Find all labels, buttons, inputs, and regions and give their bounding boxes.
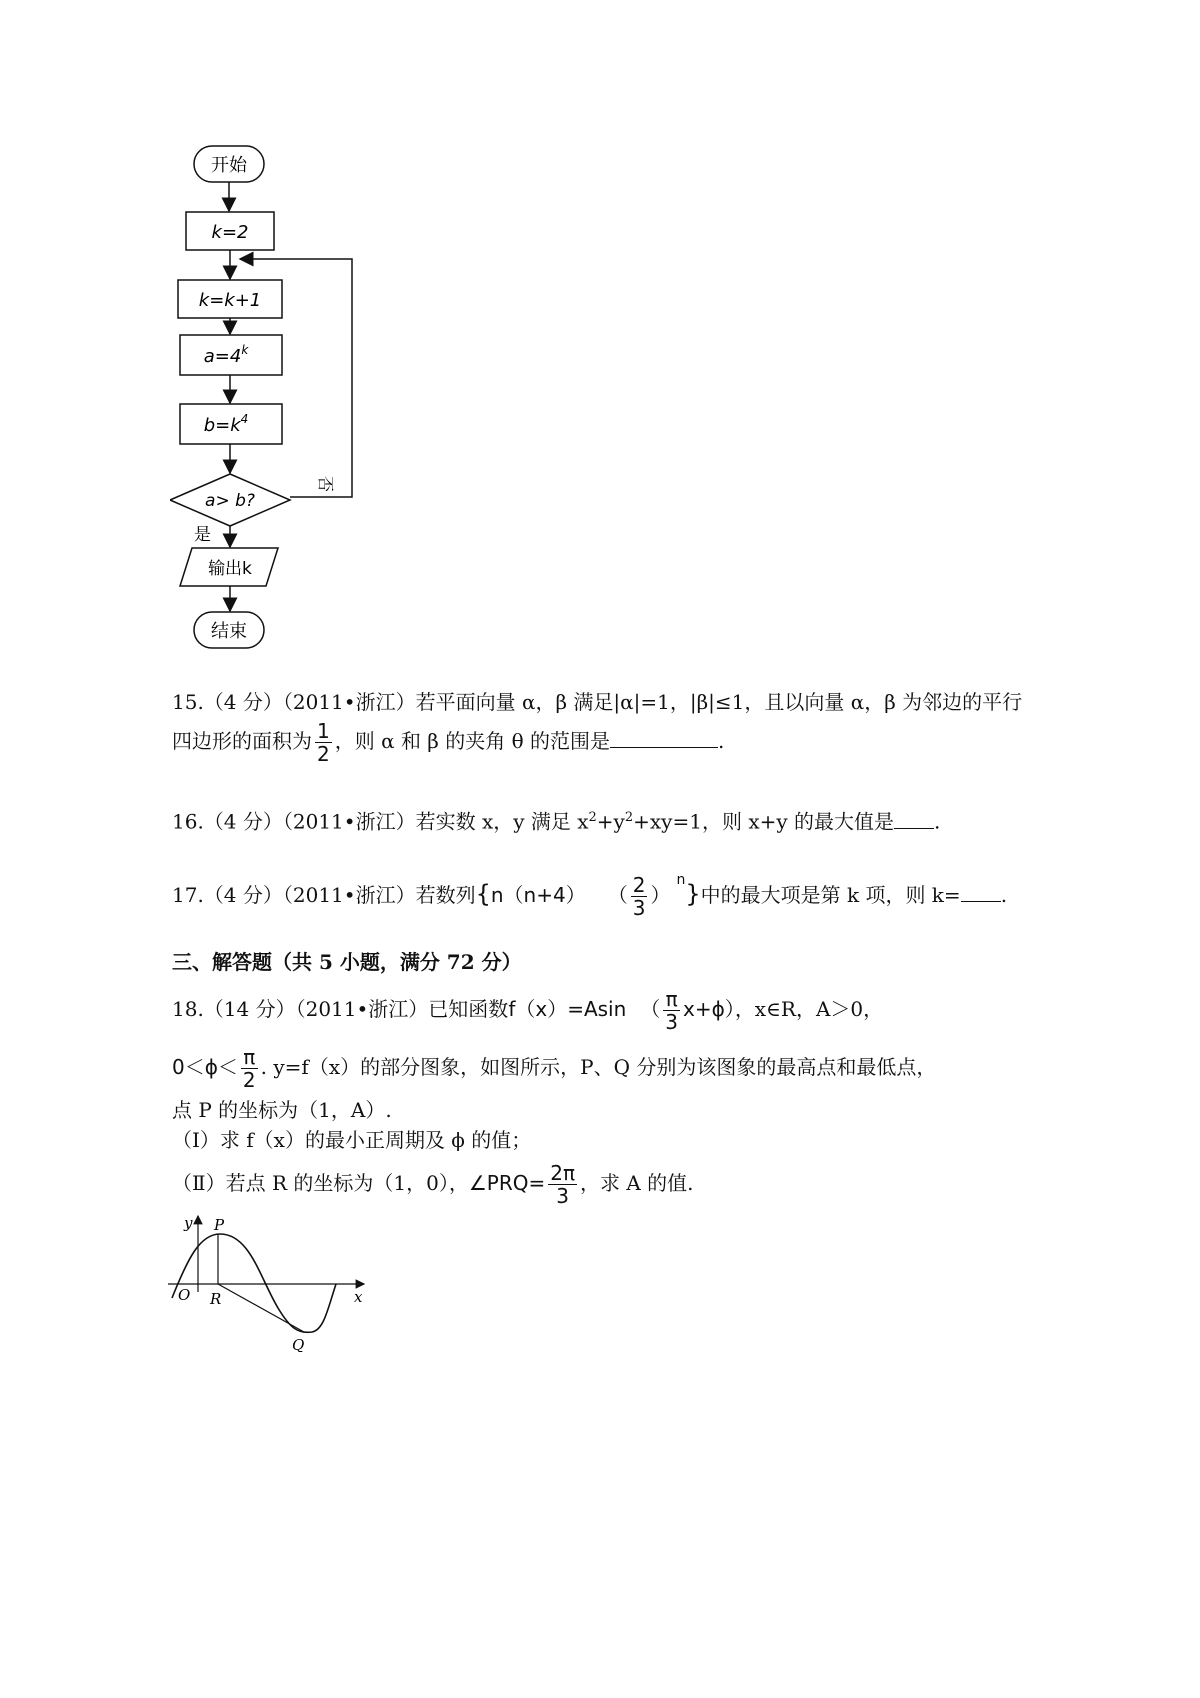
origin-label: O (178, 1286, 191, 1304)
init-label: k=2 (211, 222, 249, 243)
q-label: Q (292, 1336, 305, 1352)
flowchart (170, 140, 370, 664)
condition-label: a> b? (205, 491, 255, 511)
q18-line1: 18.（14 分）（2011•浙江）已知函数f（x）=Asin （ $\frac{\pi}{3}$ x+ϕ），x∈R，A＞0， (172, 987, 884, 1034)
q18-fraction-2pi3: $\frac{2\pi}{3}$ (550, 1161, 575, 1208)
q18-fraction-pi2: $\frac{\pi}{2}$ (242, 1045, 256, 1092)
q18-fraction-pi3: $\frac{\pi}{3}$ (665, 987, 679, 1034)
sine-graph (168, 1212, 378, 1356)
x-label: x (354, 1288, 363, 1306)
yes-label: 是 (194, 525, 211, 545)
graph-svg (168, 1212, 378, 1352)
end-label: 结束 (211, 621, 247, 642)
q15-answer-blank[interactable] (610, 725, 718, 748)
q16-line: 16.（4 分）（2011•浙江）若实数 x，y 满足 $x^2+y^2+xy=1$，则 x+y 的最大值是 . (172, 802, 940, 838)
q17-answer-blank[interactable] (961, 879, 1001, 902)
q15-prefix: 四边形的面积为 (172, 729, 312, 753)
no-label: 否 (316, 476, 335, 493)
increment-label: k=k+1 (198, 290, 262, 311)
q15-line2: 四边形的面积为 $\frac{1}{2}$ ，则 α 和 β 的夹角 θ 的范围是 . (172, 719, 725, 766)
q15-suffix: ，则 α 和 β 的夹角 θ 的范围是 (334, 729, 610, 753)
output-label: 输出k (208, 559, 252, 579)
q18-part2: （Ⅱ）若点 R 的坐标为（1，0），∠PRQ= $\frac{2\pi}{3}$ ，求 A 的值. (172, 1161, 694, 1208)
q15-fraction: $\frac{1}{2}$ (317, 719, 330, 766)
q17-line: 17.（4 分）（2011•浙江）若数列{n（n+4） （ $\frac{2}{3}$ ）$^n$}中的最大项是第 k 项，则 k= . (172, 872, 1008, 920)
q15-line1: 15.（4 分）（2011•浙江）若平面向量 α，β 满足|α|=1，|β|≤1，且以向量 α，β 为邻边的平行 (172, 690, 1023, 714)
q17-fraction: $\frac{2}{3}$ (632, 873, 646, 920)
r-label: R (210, 1290, 222, 1308)
q16-answer-blank[interactable] (894, 806, 934, 829)
start-label: 开始 (211, 155, 247, 176)
q18-line3: 点 P 的坐标为（1，A）. (172, 1098, 392, 1122)
sine-curve (172, 1234, 336, 1332)
q18-line2: 0＜ϕ＜ $\frac{\pi}{2}$ . y=f（x）的部分图象，如图所示，P、Q 分别为该图象的最高点和最低点， (172, 1045, 937, 1092)
p-label: P (214, 1216, 225, 1234)
assign-b-label: $b=k^4$ (203, 412, 249, 436)
assign-a-label: $a=4^k$ (203, 343, 249, 367)
section3-heading: 三、解答题（共 5 小题，满分 72 分） (172, 950, 522, 974)
q18-part1: （Ⅰ）求 f（x）的最小正周期及 ϕ 的值； (172, 1128, 532, 1152)
flowchart-svg (170, 140, 370, 660)
y-label: y (184, 1214, 193, 1232)
segment-rq (218, 1284, 304, 1332)
